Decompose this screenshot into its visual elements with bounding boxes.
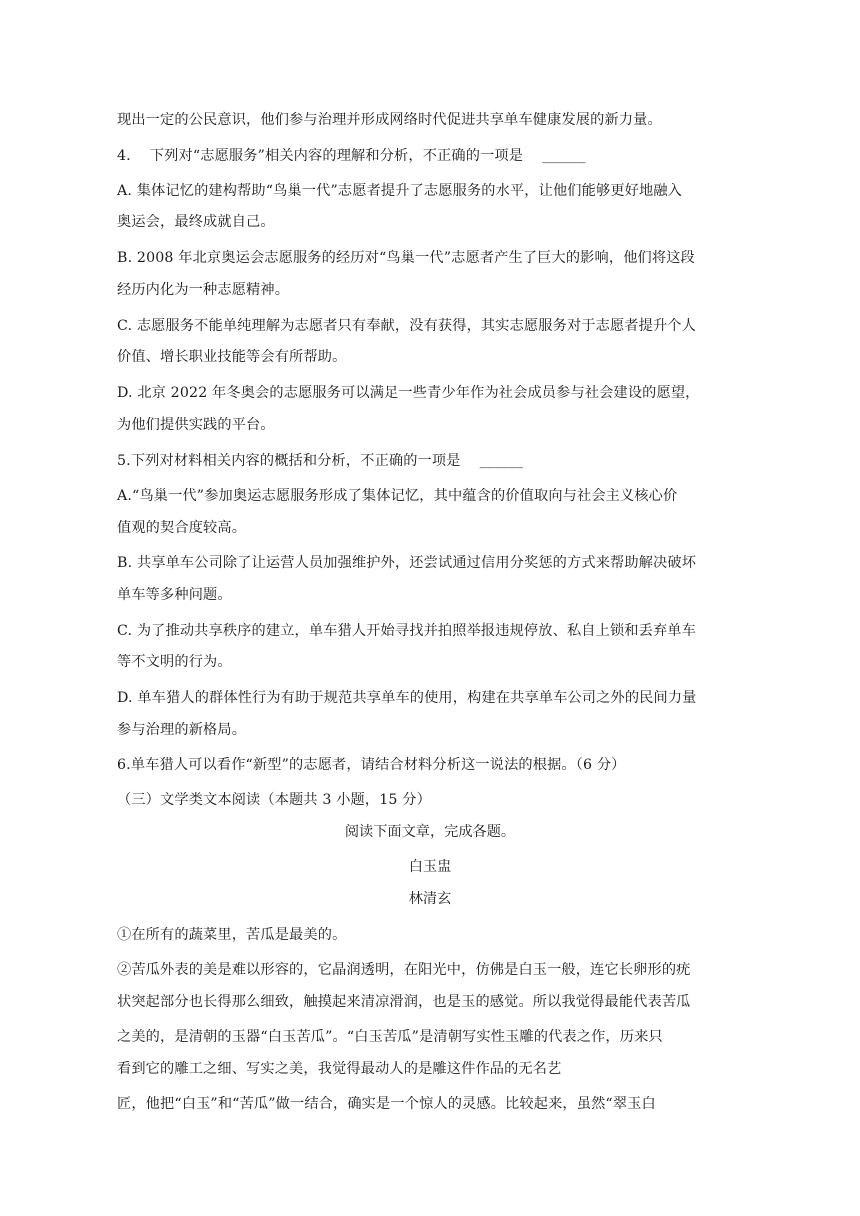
- article-author: 林清玄: [408, 891, 452, 907]
- reading-instruction: 阅读下面文章，完成各题。: [344, 824, 516, 840]
- q4-option-a-cont: 奥运会，最终成就自己。: [117, 214, 275, 230]
- q5-option-b-cont: 单车等多种问题。: [117, 587, 232, 603]
- article-paragraph-2-line: 匠，他把“白玉”和“苦瓜”做一结合，确实是一个惊人的灵感。比较起来，虽然“翠玉白: [117, 1096, 656, 1112]
- q4-option-d: D. 北京 2022 年冬奥会的志愿服务可以满足一些青少年作为社会成员参与社会建设的愿望，: [117, 385, 700, 401]
- article-paragraph-2: ②苦瓜外表的美是难以形容的，它晶润透明，在阳光中，仿佛是白玉一般，连它长卵形的疣: [117, 962, 691, 978]
- q5-option-b: B. 共享单车公司除了让运营人员加强维护外，还尝试通过信用分奖惩的方式来帮助解决破坏: [117, 555, 697, 571]
- q5-option-c-cont: 等不文明的行为。: [117, 654, 232, 670]
- q5-option-a: A.“鸟巢一代”参加奥运志愿服务形成了集体记忆，其中蕴含的价值取向与社会主义核心价: [117, 488, 678, 504]
- q4-option-c: C. 志愿服务不能单纯理解为志愿者只有奉献，没有获得，其实志愿服务对于志愿者提升个人: [117, 318, 696, 334]
- article-paragraph-2-line: 之美的，是清朝的玉器“白玉苦瓜”。“白玉苦瓜”是清朝写实性玉雕的代表之作，历来只: [117, 1029, 663, 1045]
- q4-option-d-cont: 为他们提供实践的平台。: [117, 417, 275, 433]
- article-paragraph-2-line: 看到它的雕工之细、写实之美，我觉得最动人的是雕这件作品的无名艺: [117, 1061, 562, 1077]
- question-6: 6.单车猎人可以看作“新型”的志愿者，请结合材料分析这一说法的根据。（6 分）: [117, 757, 626, 773]
- q4-option-b: B. 2008 年北京奥运会志愿服务的经历对“鸟巢一代”志愿者产生了巨大的影响，他们将这段: [117, 250, 695, 266]
- q5-option-c: C. 为了推动共享秩序的建立，单车猎人开始寻找并拍照举报违规停放、私自上锁和丢弃单车: [117, 623, 696, 639]
- q4-option-b-cont: 经历内化为一种志愿精神。: [117, 282, 290, 298]
- q4-option-a: A. 集体记忆的建构帮助“鸟巢一代”志愿者提升了志愿服务的水平，让他们能够更好地融入: [117, 183, 683, 199]
- question-4-stem: 4. 下列对“志愿服务”相关内容的理解和分析，不正确的一项是 ______: [117, 148, 586, 164]
- q5-option-d: D. 单车猎人的群体性行为有助于规范共享单车的使用，构建在共享单车公司之外的民间力量: [117, 690, 697, 706]
- q4-option-c-cont: 价值、增长职业技能等会有所帮助。: [117, 349, 347, 365]
- question-5-stem: 5.下列对材料相关内容的概括和分析，不正确的一项是 ______: [117, 453, 524, 469]
- article-paragraph-2-line: 状突起部分也长得那么细致，触摸起来清凉滑润，也是玉的感觉。所以我觉得最能代表苦瓜: [117, 994, 691, 1010]
- article-paragraph-1: ①在所有的蔬菜里，苦瓜是最美的。: [117, 927, 347, 943]
- article-title: 白玉盅: [408, 859, 452, 875]
- text-line: 现出一定的公民意识，他们参与治理并形成网络时代促进共享单车健康发展的新力量。: [117, 112, 662, 128]
- q5-option-a-cont: 值观的契合度较高。: [117, 520, 247, 536]
- q5-option-d-cont: 参与治理的新格局。: [117, 722, 247, 738]
- section-heading: （三）文学类文本阅读（本题共 3 小题，15 分）: [117, 792, 431, 808]
